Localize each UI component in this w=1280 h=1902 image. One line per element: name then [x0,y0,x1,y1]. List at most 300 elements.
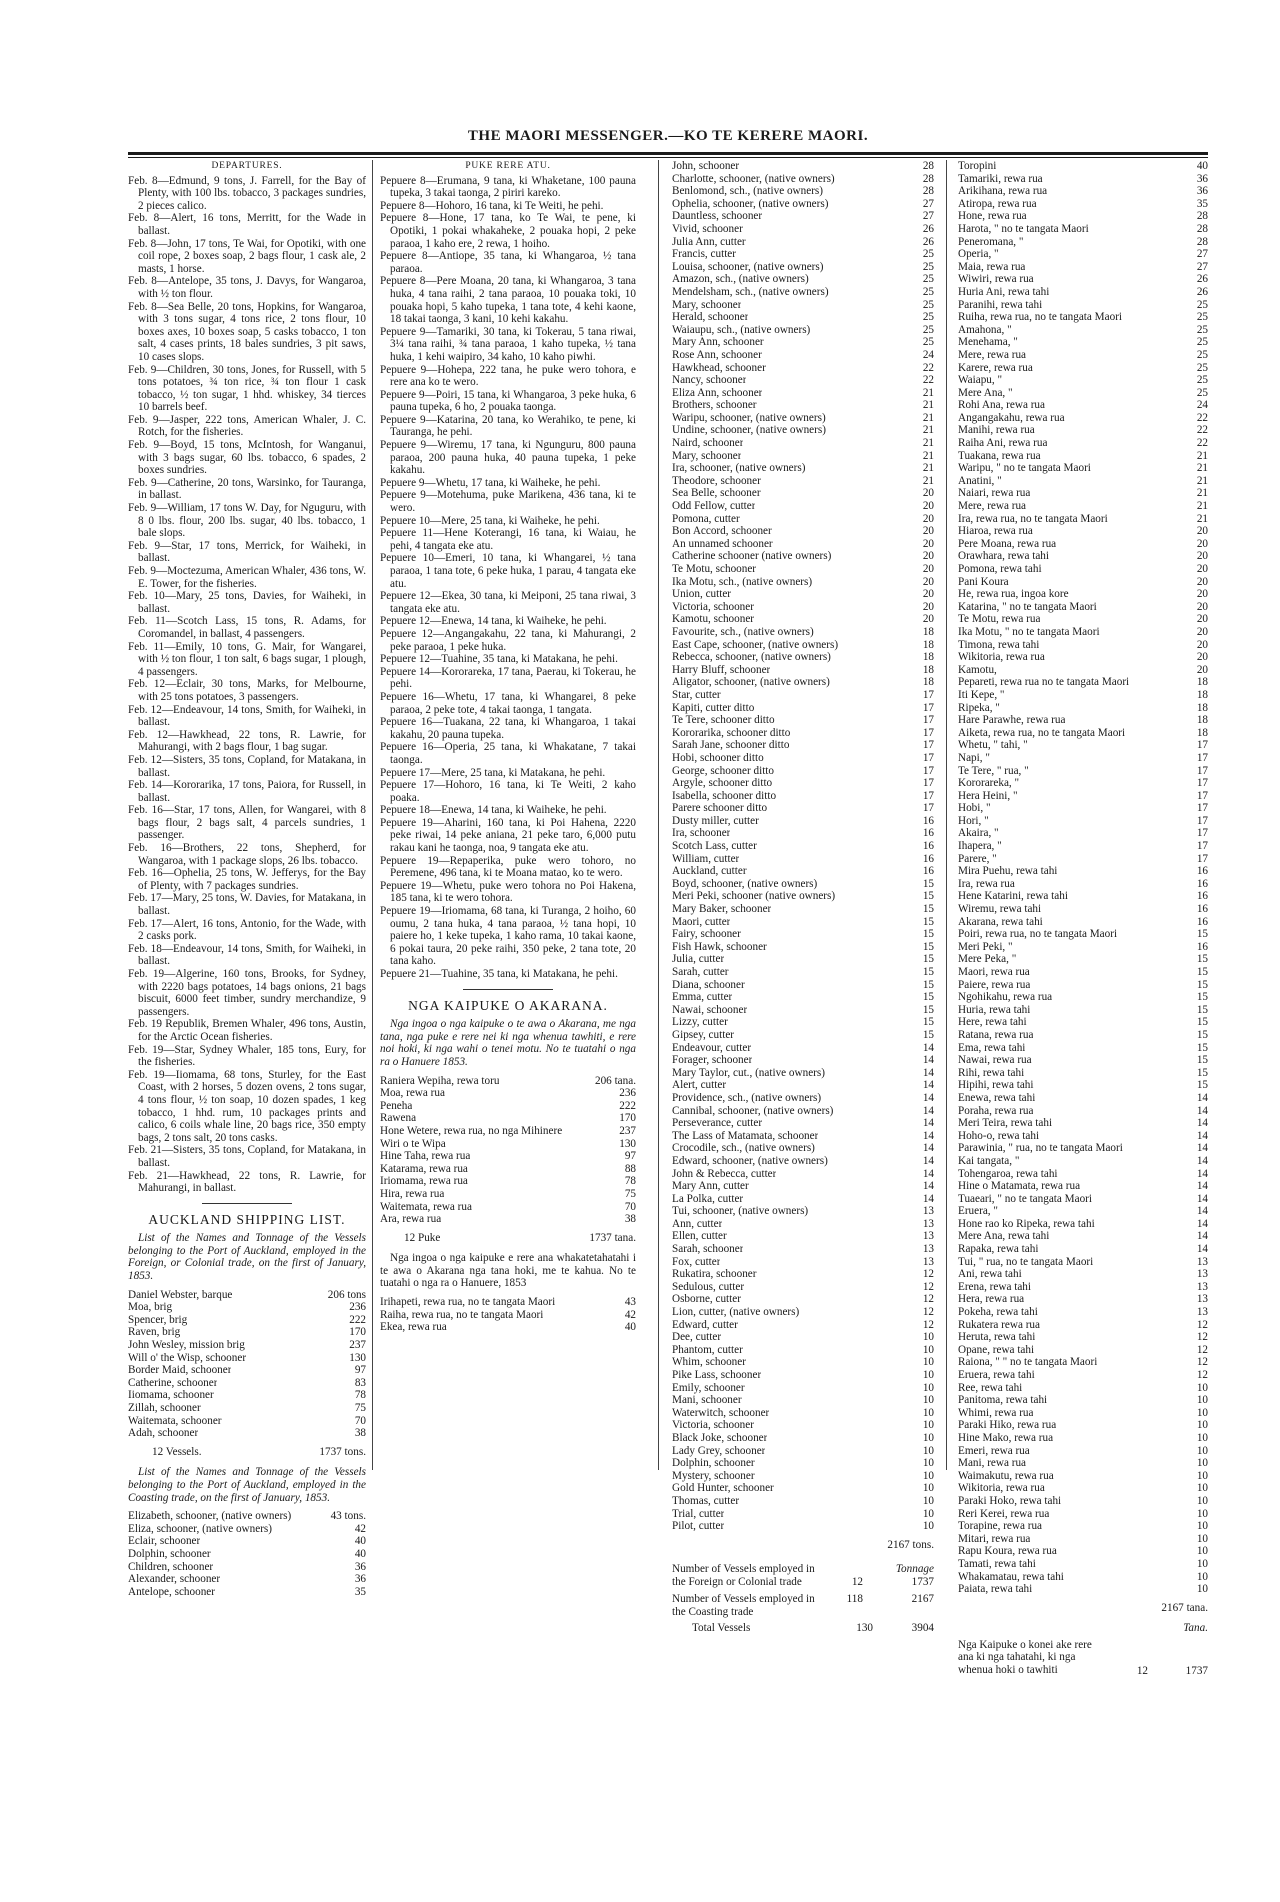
vessel-name: Wiwiri, rewa rua [958,273,1034,286]
vessel-tonnage: 75 [624,1187,636,1200]
vessel-row [958,513,1208,526]
vessel-row [672,1445,934,1458]
vessel-tonnage: 36 [1196,172,1208,185]
vessel-row [958,1495,1208,1508]
vessel-name: Victoria, schooner [672,1419,754,1432]
summary-coasting-count: 118 [846,1592,863,1605]
vessel-row [672,450,934,463]
kaipuke-title: NGA KAIPUKE O AKARANA. [408,997,608,1013]
vessel-name: Black Joke, schooner [672,1431,768,1444]
vessel-row [672,1306,934,1319]
vessel-row [958,702,1208,715]
vessel-row [128,1289,366,1302]
vessel-name: Raiha, rewa rua, no te tangata Maori [380,1308,544,1321]
vessel-row [958,424,1208,437]
vessel-tonnage: 16 [1196,915,1208,928]
vessel-tonnage: 14 [922,1192,934,1205]
vessel-name: Auckland, cutter [672,865,747,878]
vessel-tonnage: 22 [922,374,934,387]
vessel-tonnage: 20 [1196,613,1208,626]
vessel-row [672,651,934,664]
vessel-row [958,223,1208,236]
vessel-name: Nawai, rewa rua [958,1054,1032,1067]
shipping-entry: Feb. 12—Sisters, 35 tons, Copland, for Matakana, in ballast. [128,753,366,779]
vessel-name: Ngohikahu, rewa rua [958,991,1053,1004]
vessel-row [958,1293,1208,1306]
vessel-name: Ree, rewa tahi [958,1381,1023,1394]
vessel-row [672,588,934,601]
vessel-name: Hipihi, rewa tahi [958,1079,1034,1092]
vessel-name: Napi, " [958,751,990,764]
vessel-name: Akarana, rewa tahi [958,915,1043,928]
coasting-total [672,1539,934,1552]
section-rule [202,1203,292,1204]
vessel-tonnage: 18 [1196,701,1208,714]
vessel-row [672,399,934,412]
shipping-entry: Pepuere 16—Whetu, 17 tana, ki Whangarei, 8 peke paraoa, 2 peke tote, 4 takai taonga, 1 tangata. [380,690,636,716]
vessel-row [958,399,1208,412]
vessel-name: Paiata, rewa tahi [958,1583,1033,1596]
kaipuke-coasting-list [380,1296,636,1334]
vessel-tonnage: 17 [1196,802,1208,815]
vessel-name: Rukatira, schooner [672,1268,757,1281]
vessel-tonnage: 17 [1196,777,1208,790]
vessel-name: Hine Taha, rewa rua [380,1150,471,1163]
vessel-tonnage: 16 [1196,903,1208,916]
vessel-tonnage: 25 [1196,336,1208,349]
vessel-name: Here, rewa tahi [958,1016,1027,1029]
vessel-name: Hobi, schooner ditto [672,751,764,764]
column-kaipuke-tahatahi [958,160,1208,1681]
vessel-name: Odd Fellow, cutter [672,500,756,513]
vessel-name: Iriomama, rewa rua [380,1175,468,1188]
vessel-name: Reri Kerei, rewa rua [958,1507,1050,1520]
vessel-name: Ara, rewa rua [380,1213,442,1226]
vessel-name: Maori, rewa rua [958,966,1030,978]
vessel-tonnage: 17 [922,739,934,752]
vessel-name: Mere Ana, rewa tahi [958,1230,1050,1243]
vessel-tonnage: 12 [922,1293,934,1306]
vessel-row [958,1168,1208,1181]
vessel-row [128,1301,366,1314]
vessel-row [958,362,1208,375]
vessel-name: Mystery, schooner [672,1469,755,1482]
vessel-tonnage: 206 tana. [594,1074,636,1087]
vessel-tonnage: 170 [349,1326,366,1339]
vessel-name: Tui, schooner, (native owners) [672,1205,809,1218]
vessel-tonnage: 15 [922,903,934,916]
vessel-row [958,1508,1208,1521]
vessel-tonnage: 25 [922,273,934,286]
vessel-name: Hera Heini, " [958,789,1018,802]
vessel-tonnage: 10 [1196,1406,1208,1419]
vessel-tonnage: 26 [1196,273,1208,286]
vessel-name: Edward, schooner, (native owners) [672,1154,828,1167]
vessel-row [672,563,934,576]
vessel-row [958,1533,1208,1546]
vessel-tonnage: 21 [922,474,934,487]
vessel-row [672,979,934,992]
vessel-row [958,1142,1208,1155]
vessel-row [958,1394,1208,1407]
vessel-name: Hine o Matamata, rewa rua [958,1180,1081,1193]
vessel-row [672,324,934,337]
shipping-entry: Feb. 19 Republik, Bremen Whaler, 496 tons, Austin, for the Arctic Ocean fisheries. [128,1018,366,1043]
vessel-name: William, cutter [672,852,740,865]
vessel-row [958,475,1208,488]
vessel-tonnage: 15 [1196,1079,1208,1092]
vessel-tonnage: 17 [1196,827,1208,840]
vessel-name: Waiapu, " [958,374,1003,387]
vessel-name: Ratana, rewa rua [958,1028,1034,1041]
masthead-title: THE MAORI MESSENGER.—KO TE KERERE MAORI. [467,128,869,144]
vessel-name: Ema, rewa tahi [958,1041,1026,1054]
vessel-name: Louisa, schooner, (native owners) [672,260,824,273]
vessel-tonnage: 236 [619,1087,636,1100]
vessel-row [128,1339,366,1352]
vessel-name: George, schooner ditto [672,764,775,777]
vessel-row [672,991,934,1004]
vessel-row [958,991,1208,1004]
vessel-row [672,1369,934,1382]
vessel-name: Pani Koura [958,575,1009,588]
vessel-tonnage: 12 [1196,1369,1208,1381]
vessel-tonnage: 20 [1196,638,1208,651]
vessel-name: Tamati, rewa tahi [958,1557,1036,1570]
vessel-row [958,1092,1208,1105]
vessel-tonnage: 22 [1196,437,1208,450]
vessel-name: Panitoma, rewa tahi [958,1394,1048,1407]
vessel-row [672,1205,934,1218]
masthead-rule-thin [128,157,1208,158]
vessel-name: Diana, schooner [672,978,745,991]
vessel-name: Ira, schooner [672,827,731,840]
vessel-name: Mary, schooner [672,449,742,462]
vessel-name: Endeavour, cutter [672,1041,752,1054]
vessel-row [128,1389,366,1402]
vessel-tonnage: 15 [1196,953,1208,966]
vessel-tonnage: 83 [354,1376,366,1389]
vessel-row [672,1218,934,1231]
vessel-tonnage: 20 [1196,663,1208,676]
vessel-tonnage: 222 [619,1099,636,1112]
vessel-row [672,853,934,866]
shipping-entry: Pepuere 9—Wiremu, 17 tana, ki Ngunguru, 800 pauna paraoa, 200 pauna huka, 40 pauna tupeka, 1 peke kakahu. [380,439,636,477]
vessel-row [380,1163,636,1176]
vessel-tonnage: 35 [354,1585,366,1598]
vessel-row [958,689,1208,702]
vessel-tonnage: 20 [922,575,934,588]
shipping-entry: Feb. 19—Iiomama, 68 tons, Sturley, for the East Coast, with 2 horses, 5 dozen ovens, 2 tons sugar, 4 tons flour, ½ ton soap, 10 dozen spades, 1 keg tobacco, 1 hhd. rum, 10 packages prints and calico, 6 coils whale line, 20 bags rice, 350 empty bags, 2 tons salt, 20 tons casks. [128,1068,366,1144]
vessel-row [672,676,934,689]
vessel-tonnage: 10 [1196,1520,1208,1533]
vessel-row [958,651,1208,664]
vessel-row [958,500,1208,513]
vessel-row [958,853,1208,866]
shipping-entry: Pepuere 18—Enewa, 14 tana, ki Waiheke, he pehi. [380,804,607,817]
vessel-tonnage: 78 [354,1389,366,1402]
vessel-name: Hine Mako, rewa rua [958,1431,1054,1444]
vessel-name: Will o' the Wisp, schooner [128,1351,247,1364]
vessel-tonnage: 14 [922,1054,934,1067]
shipping-entry: Feb. 11—Scotch Lass, 15 tons, R. Adams, for Coromandel, in ballast, 4 passengers. [128,615,366,640]
vessel-tonnage: 21 [1196,474,1208,487]
vessel-tonnage: 130 [619,1137,636,1150]
vessel-row [672,299,934,312]
vessel-tonnage: 20 [1196,625,1208,638]
vessel-name: Phantom, cutter [672,1343,743,1356]
vessel-tonnage: 21 [922,437,934,450]
vessel-name: Pere Moana, rewa rua [958,537,1057,550]
vessel-row [958,1079,1208,1092]
vessel-tonnage: 18 [922,676,934,689]
vessel-name: Parere schooner ditto [672,802,768,815]
vessel-row [380,1138,636,1151]
vessel-name: Emeri, rewa rua [958,1444,1030,1457]
vessel-row [958,185,1208,198]
vessel-name: Catherine, schooner [128,1376,218,1389]
kaipuke-tahatahi-list [958,160,1208,1596]
vessel-name: Isabella, schooner ditto [672,789,777,802]
vessel-name: Meri Peki, " [958,940,1013,953]
vessel-tonnage: 18 [1196,726,1208,739]
vessel-row [672,890,934,903]
vessel-name: Gipsey, cutter [672,1028,735,1041]
vessel-tonnage: 236 [349,1301,366,1314]
vessel-row [672,223,934,236]
vessel-row [672,1042,934,1055]
vessel-name: Peneha [380,1099,413,1112]
shipping-entry: Feb. 9—Boyd, 15 tons, McIntosh, for Wanganui, with 3 bags sugar, 60 lbs. tobacco, 6 spades, 2 boxes sundries. [128,439,366,477]
vessel-tonnage: 12 [922,1268,934,1281]
vessel-row [958,324,1208,337]
vessel-row [380,1075,636,1088]
summary-foreign-count: 12 [851,1576,863,1589]
vessel-tonnage: 17 [1196,739,1208,752]
vessel-name: Fox, cutter [672,1255,721,1268]
vessel-name: Vivid, schooner [672,222,743,235]
kaipuke-tahatahi-total [958,1602,1208,1615]
kaipuke-foreign-list [380,1075,636,1226]
vessel-row [672,765,934,778]
column-puke-rere-atu [380,160,636,1334]
vessel-tonnage: 10 [1196,1457,1208,1470]
vessel-name: Raiona, " " no te tangata Maori [958,1356,1098,1369]
vessel-name: Peneromana, " [958,235,1024,248]
shipping-entry: Feb. 16—Ophelia, 25 tons, W. Jefferys, for the Bay of Plenty, with 7 packages sundries. [128,867,366,892]
vessel-tonnage: 70 [624,1200,636,1213]
vessel-name: Atiropa, rewa rua [958,197,1037,210]
vessel-row [958,903,1208,916]
vessel-name: Wiremu, rewa tahi [958,903,1042,916]
vessel-row [672,1394,934,1407]
vessel-row [672,374,934,387]
vessel-tonnage: 15 [922,1016,934,1029]
vessel-row [672,198,934,211]
shipping-entry: Feb. 9—Catherine, 20 tons, Warsinko, for Tauranga, in ballast. [128,476,366,502]
vessel-name: East Cape, schooner, (native owners) [672,638,839,651]
vessel-row [380,1175,636,1188]
vessel-row [958,349,1208,362]
shipping-entry: Pepuere 12—Tuahine, 35 tana, ki Matakana, he pehi. [380,653,618,666]
vessel-tonnage: 25 [1196,374,1208,387]
vessel-tonnage: 14 [1196,1180,1208,1193]
vessel-tonnage: 10 [1196,1570,1208,1583]
kaipuke-tana-head: Tana. [1183,1622,1208,1635]
vessel-name: Whakamatau, rewa tahi [958,1570,1064,1583]
vessel-name: Waripu, " no te tangata Maori [958,462,1091,475]
vessel-tonnage: 18 [1196,714,1208,727]
vessel-name: Lion, cutter, (native owners) [672,1306,800,1319]
vessel-name: Lady Grey, schooner [672,1444,766,1457]
vessel-row [958,777,1208,790]
vessel-row [672,790,934,803]
vessel-row [672,424,934,437]
vessel-tonnage: 27 [922,210,934,223]
vessel-row [958,865,1208,878]
vessel-row [672,538,934,551]
vessel-tonnage: 28 [1196,235,1208,248]
vessel-name: Wiri o te Wipa [380,1137,446,1150]
vessel-name: Eliza, schooner, (native owners) [128,1522,273,1535]
vessel-tonnage: 25 [1196,348,1208,361]
vessel-row [672,639,934,652]
vessel-row [958,1369,1208,1382]
vessel-tonnage: 18 [922,651,934,664]
vessel-name: Heruta, rewa tahi [958,1331,1036,1344]
vessel-name: John, schooner [672,160,740,172]
vessel-row [672,1419,934,1432]
vessel-name: Nancy, schooner [672,374,747,387]
vessel-tonnage: 24 [922,348,934,361]
vessel-row [380,1100,636,1113]
vessel-row [958,1571,1208,1584]
vessel-name: Kai tangata, " [958,1154,1020,1167]
vessel-name: Adah, schooner [128,1427,199,1440]
vessel-tonnage: 15 [1196,1016,1208,1029]
vessel-tonnage: 15 [922,991,934,1004]
vessel-row [672,1054,934,1067]
vessel-name: Enewa, rewa tahi [958,1091,1036,1104]
shipping-entry: Feb. 9—Moctezuma, American Whaler, 436 tons, W. E. Tower, for the fisheries. [128,565,366,590]
kaipuke-coasting-intro: Nga ingoa o nga kaipuke e rere ana whakatetahatahi i te awa o Akarana nga tana hoki, me te kahua. No te tuatahi o nga ra o Hanuere, 1853 [380,1252,636,1290]
vessel-name: Parere, " [958,852,997,865]
vessel-tonnage: 14 [922,1104,934,1117]
vessel-name: Mani, rewa rua [958,1457,1027,1470]
kaipuke-summary-tons: 1737 [1185,1664,1208,1677]
vessel-tonnage: 10 [922,1419,934,1432]
vessel-row [672,865,934,878]
shipping-entry: Pepuere 14—Kororareka, 17 tana, Paerau, ki Tokerau, he pehi. [380,665,636,691]
vessel-name: Ika Motu, " no te tangata Maori [958,625,1100,638]
vessel-row [128,1427,366,1440]
vessel-name: Lizzy, cutter [672,1016,728,1029]
vessel-tonnage: 17 [1196,840,1208,853]
vessel-row [672,1268,934,1281]
vessel-name: Eruera, rewa tahi [958,1369,1035,1381]
vessel-name: Francis, cutter [672,248,736,261]
vessel-tonnage: 13 [1196,1268,1208,1281]
vessel-row [128,1535,366,1548]
vessel-name: Hone, rewa rua [958,210,1027,223]
vessel-name: Mary Baker, schooner [672,903,772,916]
vessel-row [958,1482,1208,1495]
vessel-tonnage: 15 [922,1028,934,1041]
vessel-tonnage: 22 [1196,411,1208,424]
vessel-name: Katarina, " no te tangata Maori [958,600,1097,613]
vessel-name: Pomona, rewa tahi [958,563,1042,575]
vessel-name: Naiari, rewa rua [958,487,1031,500]
vessel-name: Naird, schooner [672,437,744,450]
vessel-tonnage: 14 [922,1167,934,1180]
vessel-name: Waiaupu, sch., (native owners) [672,323,811,336]
vessel-tonnage: 237 [619,1124,636,1137]
vessel-row [958,450,1208,463]
shipping-entry: Pepuere 10—Mere, 25 tana, ki Waiheke, he pehi. [380,514,600,527]
vessel-row [958,1004,1208,1017]
vessel-row [958,953,1208,966]
vessel-row [128,1586,366,1599]
vessel-name: Waimakutu, rewa rua [958,1469,1054,1482]
vessel-row [672,1092,934,1105]
vessel-name: Hobi, " [958,802,991,815]
vessel-name: Ruiha, rewa rua, no te tangata Maori [958,311,1123,324]
vessel-tonnage: 13 [1196,1293,1208,1306]
vessel-row [672,437,934,450]
vessel-name: Timona, rewa tahi [958,638,1040,651]
foreign-total-label: 12 Vessels. [152,1445,202,1458]
vessel-name: Sea Belle, schooner [672,487,761,500]
shipping-entry: Pepuere 16—Operia, 25 tana, ki Whakatane, 7 takai taonga. [380,741,636,766]
vessel-tonnage: 27 [1196,260,1208,273]
vessel-tonnage: 16 [1196,877,1208,890]
vessel-tonnage: 14 [1196,1192,1208,1205]
vessel-tonnage: 97 [624,1150,636,1163]
vessel-tonnage: 14 [1196,1091,1208,1104]
vessel-row [672,336,934,349]
vessel-tonnage: 16 [922,840,934,853]
vessel-tonnage: 14 [1196,1129,1208,1142]
coasting-list-intro: List of the Names and Tonnage of the Vessels belonging to the Port of Auckland, employed in the Coasting trade, on the first of January, 1853. [128,1466,366,1504]
vessel-name: Alexander, schooner [128,1573,221,1586]
vessel-row [958,248,1208,261]
shipping-entry: Pepuere 9—Katarina, 20 tana, ko Werahiko, te pene, ki Tauranga, he pehi. [380,413,636,439]
vessel-name: Emma, cutter [672,991,733,1004]
vessel-name: Tuakana, rewa rua [958,449,1041,462]
vessel-tonnage: 21 [1196,462,1208,475]
vessel-tonnage: 21 [922,424,934,437]
vessel-tonnage: 18 [1196,688,1208,701]
vessel-tonnage: 27 [922,197,934,210]
vessel-name: Raiha Ani, rewa rua [958,437,1048,450]
vessel-row [958,1054,1208,1067]
vessel-row [128,1314,366,1327]
vessel-row [958,336,1208,349]
shipping-entry: Feb. 21—Sisters, 35 tons, Copland, for Matakana, in ballast. [128,1144,366,1169]
vessel-row [958,664,1208,677]
vessel-name: Amazon, sch., (native owners) [672,273,809,286]
vessel-tonnage: 10 [922,1331,934,1344]
vessel-row [672,714,934,727]
vessel-tonnage: 10 [1196,1507,1208,1520]
vessel-tonnage: 206 tons [327,1288,366,1301]
vessel-row [672,525,934,538]
vessel-row [380,1309,636,1322]
summary-coasting-tons: 2167 [911,1592,934,1605]
vessel-row [672,387,934,400]
vessel-row [672,412,934,425]
vessel-tonnage: 15 [922,940,934,953]
